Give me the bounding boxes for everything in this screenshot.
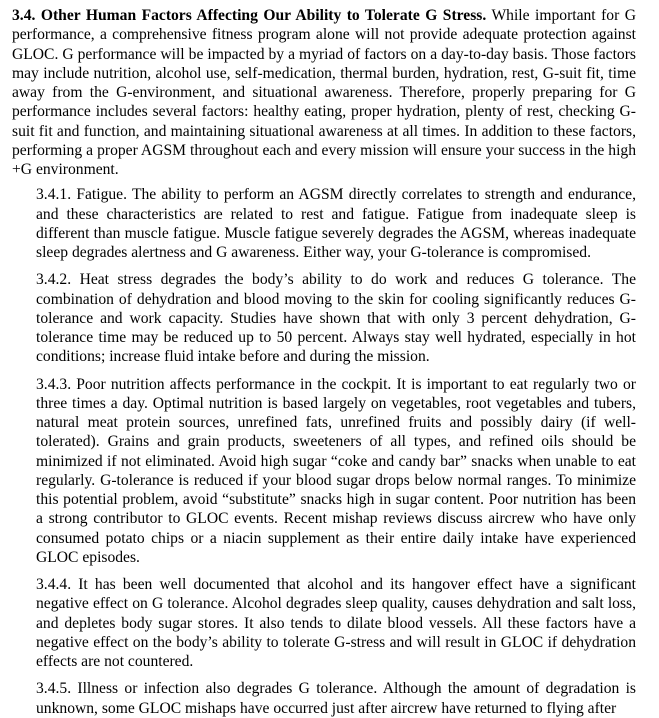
paragraph-3-4-1-fatigue: 3.4.1. Fatigue. The ability to perform an AGSM directly correlates to strength and endurance, and these characteristics are related to rest and fatigue. Fatigue from inadequate sleep is different than muscle fatigue. Muscle fatigue severely degrades the AGSM, whereas inadequate sleep degrades alertness and G awareness. Either way, your G-tolerance is compromised.: [36, 186, 636, 261]
document-page: [12, 6, 636, 718]
paragraph-3-4-4-alcohol: 3.4.4. It has been well documented that alcohol and its hangover effect have a significant negative effect on G tolerance. Alcohol degrades sleep quality, causes dehydration and salt loss, and depletes body sugar stores. It also tends to dilate blood vessels. All these factors have a negative effect on the body’s ability to tolerate G-stress and will result in GLOC if dehydration effects are not countered.: [36, 576, 636, 670]
section-body: While important for G performance, a comprehensive fitness program alone will not provide adequate protection against GLOC. G performance will be impacted by a myriad of factors on a day-to-day basis. Those factors may include nutrition, alcohol use, self-medication, thermal burden, hydration, rest, G-suit fit, time away from the G-environment, and situational awareness. Therefore, properly preparing for G performance includes several factors: healthy eating, proper hydration, plenty of rest, checking G-suit fit and function, and maintaining situational awareness at all times. In addition to these factors, performing a proper AGSM throughout each and every mission will ensure your success in the high +G environment.: [12, 7, 636, 178]
section-heading: 3.4. Other Human Factors Affecting Our Ability to Tolerate G Stress.: [12, 7, 487, 24]
paragraph-3-4-5-illness: 3.4.5. Illness or infection also degrades G tolerance. Although the amount of degradation is unknown, some GLOC mishaps have occurred just after aircrew have returned to flying after: [36, 680, 636, 717]
section-3-4-paragraph: [12, 6, 636, 179]
paragraph-3-4-3-nutrition: 3.4.3. Poor nutrition affects performance in the cockpit. It is important to eat regularly two or three times a day. Optimal nutrition is based largely on vegetables, root vegetables and tubers, natural meat protein sources, unrefined fats, unrefined fruits and possibly dairy (if well-tolerated). Grains and grain products, sweeteners of all types, and refined oils should be minimized if not eliminated. Avoid high sugar “coke and candy bar” snacks when unable to eat regularly. G-tolerance is reduced if your blood sugar drops below normal ranges. To minimize this potential problem, avoid “substitute” snacks high in sugar content. Poor nutrition has been a strong contributor to GLOC events. Recent mishap reviews discuss aircrew who have only consumed potato chips or a niacin supplement as their entire daily intake have experienced GLOC episodes.: [36, 375, 636, 566]
paragraph-3-4-2-heat-stress: 3.4.2. Heat stress degrades the body’s ability to do work and reduces G tolerance. The combination of dehydration and blood moving to the skin for cooling significantly reduces G-tolerance and work capacity. Studies have shown that with only 3 percent dehydration, G-tolerance time may be reduced up to 50 percent. Always stay well hydrated, especially in hot conditions; increase fluid intake before and during the mission.: [36, 271, 636, 366]
